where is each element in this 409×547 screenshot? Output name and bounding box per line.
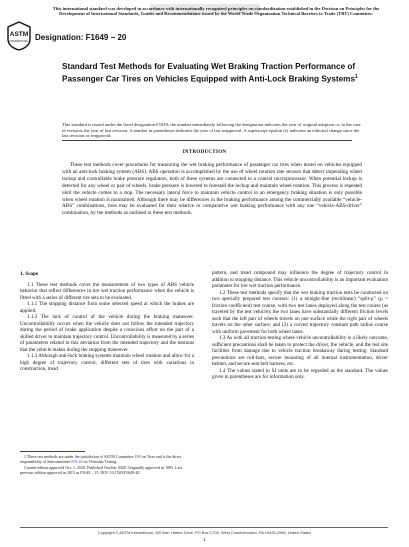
footnote-jurisdiction: 1 These test methods are under the jurisdiction of ASTM Committee F09 on Tires and is the direct responsibility of Subcommittee F09.20 on Vehicular Testing. <box>20 454 182 464</box>
paragraph-1-3: 1.3 As with all traction testing where vehicle uncontrollability is a likely outcome, sufficient precautions shall be taken to protect the driver, the vehicle, and the test site facilities from damage due to vehicle traction breakaway during testing. Standard precautions are roll-bars, secure mounting of all internal instrumentation, driver helmet, and secure seat belt harness, etc. <box>212 335 388 367</box>
left-column <box>20 271 194 373</box>
scope-heading: 1. Scope <box>20 271 39 277</box>
paragraph-1-1-2: 1.1.2 The lack of control of the vehicle during the braking maneuver. Uncontrollability occurs when the vehicle does not follow the intended trajectory during the period of brake application despite a conscious effort on the part of a skilled driver to maintain trajectory control. Uncontrollability is measured by a series of parameters related to this deviation from the intended trajectory and the motions that the vehicle makes during the stopping maneuver. <box>20 314 194 353</box>
astm-logo <box>6 21 32 51</box>
footnote-divider <box>20 451 85 452</box>
paragraph-1-2: 1.2 These test methods specify that the wet braking traction tests be conducted on two specially prepared test courses: (1) a straight-line (rectilinear) “split-μ” (μ = friction coefficient) test course, with two test lanes deployed along the test course (as traveled by the test vehicle); the two lanes have substantially different friction levels such that the left pair of wheels travels on one surface while the right pair of wheels travels on the other surface; and (2) a curved trajectory constant path radius course with uniform pavement for both wheel lanes. <box>212 289 388 335</box>
svg-text:ASTM: ASTM <box>9 31 29 38</box>
page-number: 1 <box>203 537 206 542</box>
introduction-text: These test methods cover procedures for measuring the wet braking performance of passenger car tires when tested on vehicles equipped with an anti-lock braking system (ABS). ABS operation is accomplished by the use of wheel rotation rate sensors that detect impending wheel lockup and controllable brake pressure regulators, both of these systems are connected to a control microprocessor. When potential lockup is detected for any wheel or pair of wheels, brake pressure is lowered to forestall the lockup and maintain wheel rotation. This process is repeated until the vehicle comes to a stop. The necessary lateral force to maintain vehicle control in an emergency braking situation is only possible when wheel rotation is maintained. Although there may be differences in the braking performance among the commercially available “vehicle-ABS” combinations, tires may be evaluated for their relative or comparative wet braking performance with any one “vehicle-ABS-driver” combination, by the methods as outlined in these test methods. <box>62 162 362 217</box>
paragraph-1-1: 1.1 These test methods cover the measurement of two types of ABS vehicle behavior that reflect differences in tire wet traction performance when the vehicle is fitted with a series of different tire sets to be evaluated. <box>20 281 194 301</box>
committee-link[interactable]: F09 <box>134 454 141 459</box>
right-column <box>212 270 388 381</box>
paragraph-continued: pattern, and tread compound may influence the degree of trajectory control in addition to stopping distance. This vehicle uncontrollability is an important evaluation parameter for tire wet traction performance. <box>212 270 388 289</box>
divider <box>62 140 352 141</box>
title-text: Standard Test Methods for Evaluating Wet Braking Traction Performance of Passenger Car Tires on Vehicles Equipped with Anti-Lock Braking Systems <box>62 62 356 84</box>
footnote-edition: Current edition approved Oct. 1, 2020. Published October 2020. Originally approved in 1995. Last previous edition approved in 2015 as F1649 – 15. DOI: 10.1520/F1649-20. <box>20 465 182 475</box>
paragraph-1-1-1: 1.1.1 The stopping distance from some selected speed at which the brakes are applied. <box>20 301 194 314</box>
footer-divider <box>20 527 388 528</box>
top-notice: This international standard was developed in accordance with internationally recognized principles on standardization established in the Decision on Principles for the Development of International Standards, Guides and Recommendations issued by the World Trade Organization Technical Barriers to Trade (TBT) Committee. <box>52 6 380 17</box>
paragraph-1-1-3: 1.1.3 Although anti-lock braking systems maintain wheel rotation and allow for a high degree of trajectory control, different sets of tires with variations in construction, tread <box>20 353 194 372</box>
title-footnote-mark: 1 <box>355 74 358 80</box>
paragraph-1-4: 1.4 The values stated in SI units are to be regarded as the standard. The values given in parentheses are for information only. <box>212 367 388 380</box>
issued-note: This standard is issued under the fixed designation F1649; the number immediately following the designation indicates the year of original adoption or, in the case of revision, the year of last revision. A number in parentheses indicates the year of last reapproval. A superscript epsilon (ε) indicates an editorial change since the last revision or reapproval. <box>62 122 361 138</box>
document-title <box>62 62 362 85</box>
introduction-heading: INTRODUCTION <box>182 150 227 155</box>
copyright-footer: Copyright © ASTM International, 100 Barr Harbor Drive, PO Box C700, West Conshohocken, PA 19428-2959. United States <box>97 530 312 535</box>
designation: Designation: F1649 − 20 <box>35 33 127 42</box>
footnote <box>20 454 194 476</box>
subcommittee-link[interactable]: F09.20 <box>71 459 83 464</box>
svg-text:INTERNATIONAL: INTERNATIONAL <box>9 40 29 43</box>
